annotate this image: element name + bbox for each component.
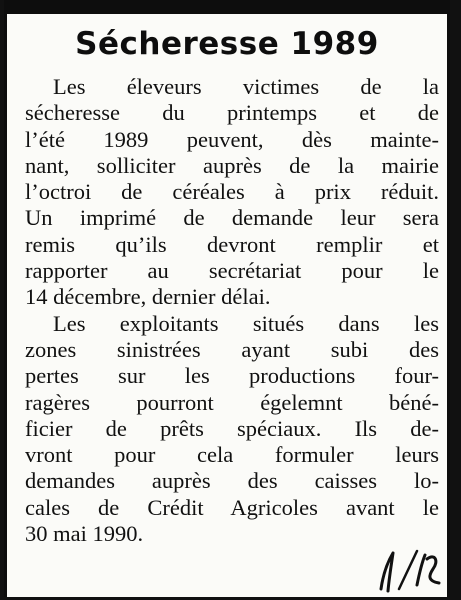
article-line: sécheresse du printemps et de [25,100,439,126]
article-line: Les exploitants situés dans les [53,310,439,336]
top-rule [4,0,450,14]
newspaper-clipping [4,14,450,597]
article-line: pertes sur les productions four- [25,363,439,389]
article-body [25,74,439,547]
article-line: vront pour cela formuler leurs [25,442,439,468]
article-line: 14 décembre, dernier délai. [25,284,271,310]
article-line: ficier de prêts spéciaux. Ils de- [25,415,439,441]
article-line: nant, solliciter auprès de la mairie [25,152,439,178]
article-line: l’été 1989 peuvent, dès mainte- [25,126,439,152]
article-line: 30 mai 1990. [25,521,144,547]
handwritten-signature [373,545,443,595]
article-line: Un imprimé de demande leur sera [25,205,439,231]
article-line: remis qu’ils devront remplir et [25,231,439,257]
article-line: cales de Crédit Agricoles avant le [25,494,439,520]
article-line: Les éleveurs victimes de la [53,74,439,99]
article-line: demandes auprès des caisses lo- [25,468,439,494]
article-line: ragères pourront égelemnt béné- [25,389,439,415]
article-line: l’octroi de céréales à prix réduit. [25,179,439,205]
article-title: Sécheresse 1989 [75,26,379,62]
article-line: zones sinistrées ayant subi des [25,336,439,362]
article-line: rapporter au secrétariat pour le [25,258,439,284]
